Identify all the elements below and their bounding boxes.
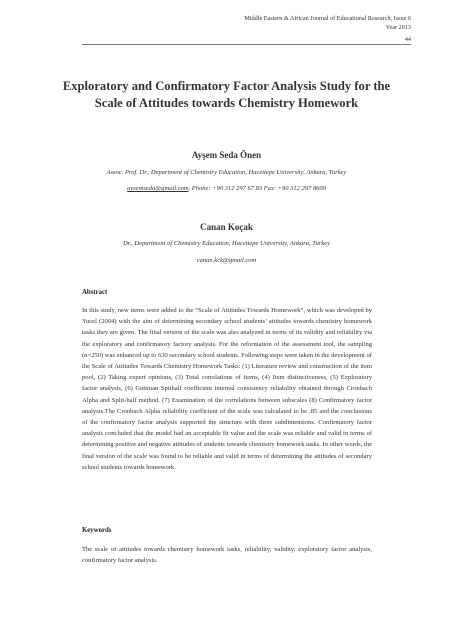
- abstract-text: In this study, new items were added to the “Scale of Attitudes Towards Homework”, which was developed by Yucel (2004) with the aim of determining secondary school students’ attitudes towards chemistry homework tasks they are given. The final version of the scale was also analyzed in terms of its validity and reliability via the exploratory and confirmatory factory analysis. For the reformation of the assessment tool, the sampling (n=250) was enhanced up to 630 secondary school students. Following steps were taken in the development of the Scale of Attitudes Towards Chemistry Homework Tasks: (1) Literature review and construction of the item pool, (2) Taking expert opinions, (3) Total correlations of items, (4) Item distinctiveness, (5) Exploratory factor analysis, (6) Guttman Spithalf coefficient internal consistency reliability obtained through Cronbach Alpha and Split-half method. (7) Examination of the correlations between subscales (8) Confirmatory factor analysis.The Cronbach Alpha reliability coefficient of the scale was calculated to be .85 and the conclusions of the confirmatory factor analysis supported the structure with three subdimensions. Confirmatory factor analysis concluded that the model had an acceptable fit value and the scale was reliable and valid in terms of determining positive and negative attitudes of students towards chemistry homework tasks. In other words, the final version of the scale was found to be reliable and valid in terms of determining the attitudes of secondary school students towards homework.: [82, 307, 372, 471]
- author-2-affiliation: Dr., Department of Chemistry Education, Hacettepe University, Ankara, Turkey: [123, 240, 330, 247]
- paper-title: Exploratory and Confirmatory Factor Analysis Study for the Scale of Attitudes towards Chemistry Homework: [62, 79, 391, 110]
- author-1-affiliation: Assoc. Prof. Dr., Department of Chemistry Education, Hacettepe University, Ankara, Turkey: [106, 169, 347, 176]
- author-2-name: Canan Koçak: [200, 222, 253, 232]
- page-number: 44: [404, 36, 411, 43]
- author-1-contact: [0, 185, 453, 192]
- abstract-heading: Abstract: [82, 289, 108, 296]
- keywords-heading: Keywords: [82, 527, 112, 534]
- header-rule: [82, 44, 411, 45]
- author-2-email[interactable]: canan.kck@gmail.com: [196, 257, 257, 264]
- keywords-text: The scale of attitudes towards chemistry homework tasks, reliability, validity, exploratory factor analysis, confirmatory factor analysis.: [82, 546, 372, 565]
- author-1-email-link[interactable]: aysemseda@gmail.com: [127, 185, 189, 192]
- journal-name: Middle Eastern & African Journal of Educational Research, Issue 6: [244, 15, 411, 22]
- author-1-name: Ayşem Seda Önen: [191, 150, 262, 160]
- journal-year: Year 2013: [385, 24, 411, 31]
- author-1-phone-fax: , Phone: +90 312 297 67 83 Fax: +90 312 297 8600: [188, 185, 326, 192]
